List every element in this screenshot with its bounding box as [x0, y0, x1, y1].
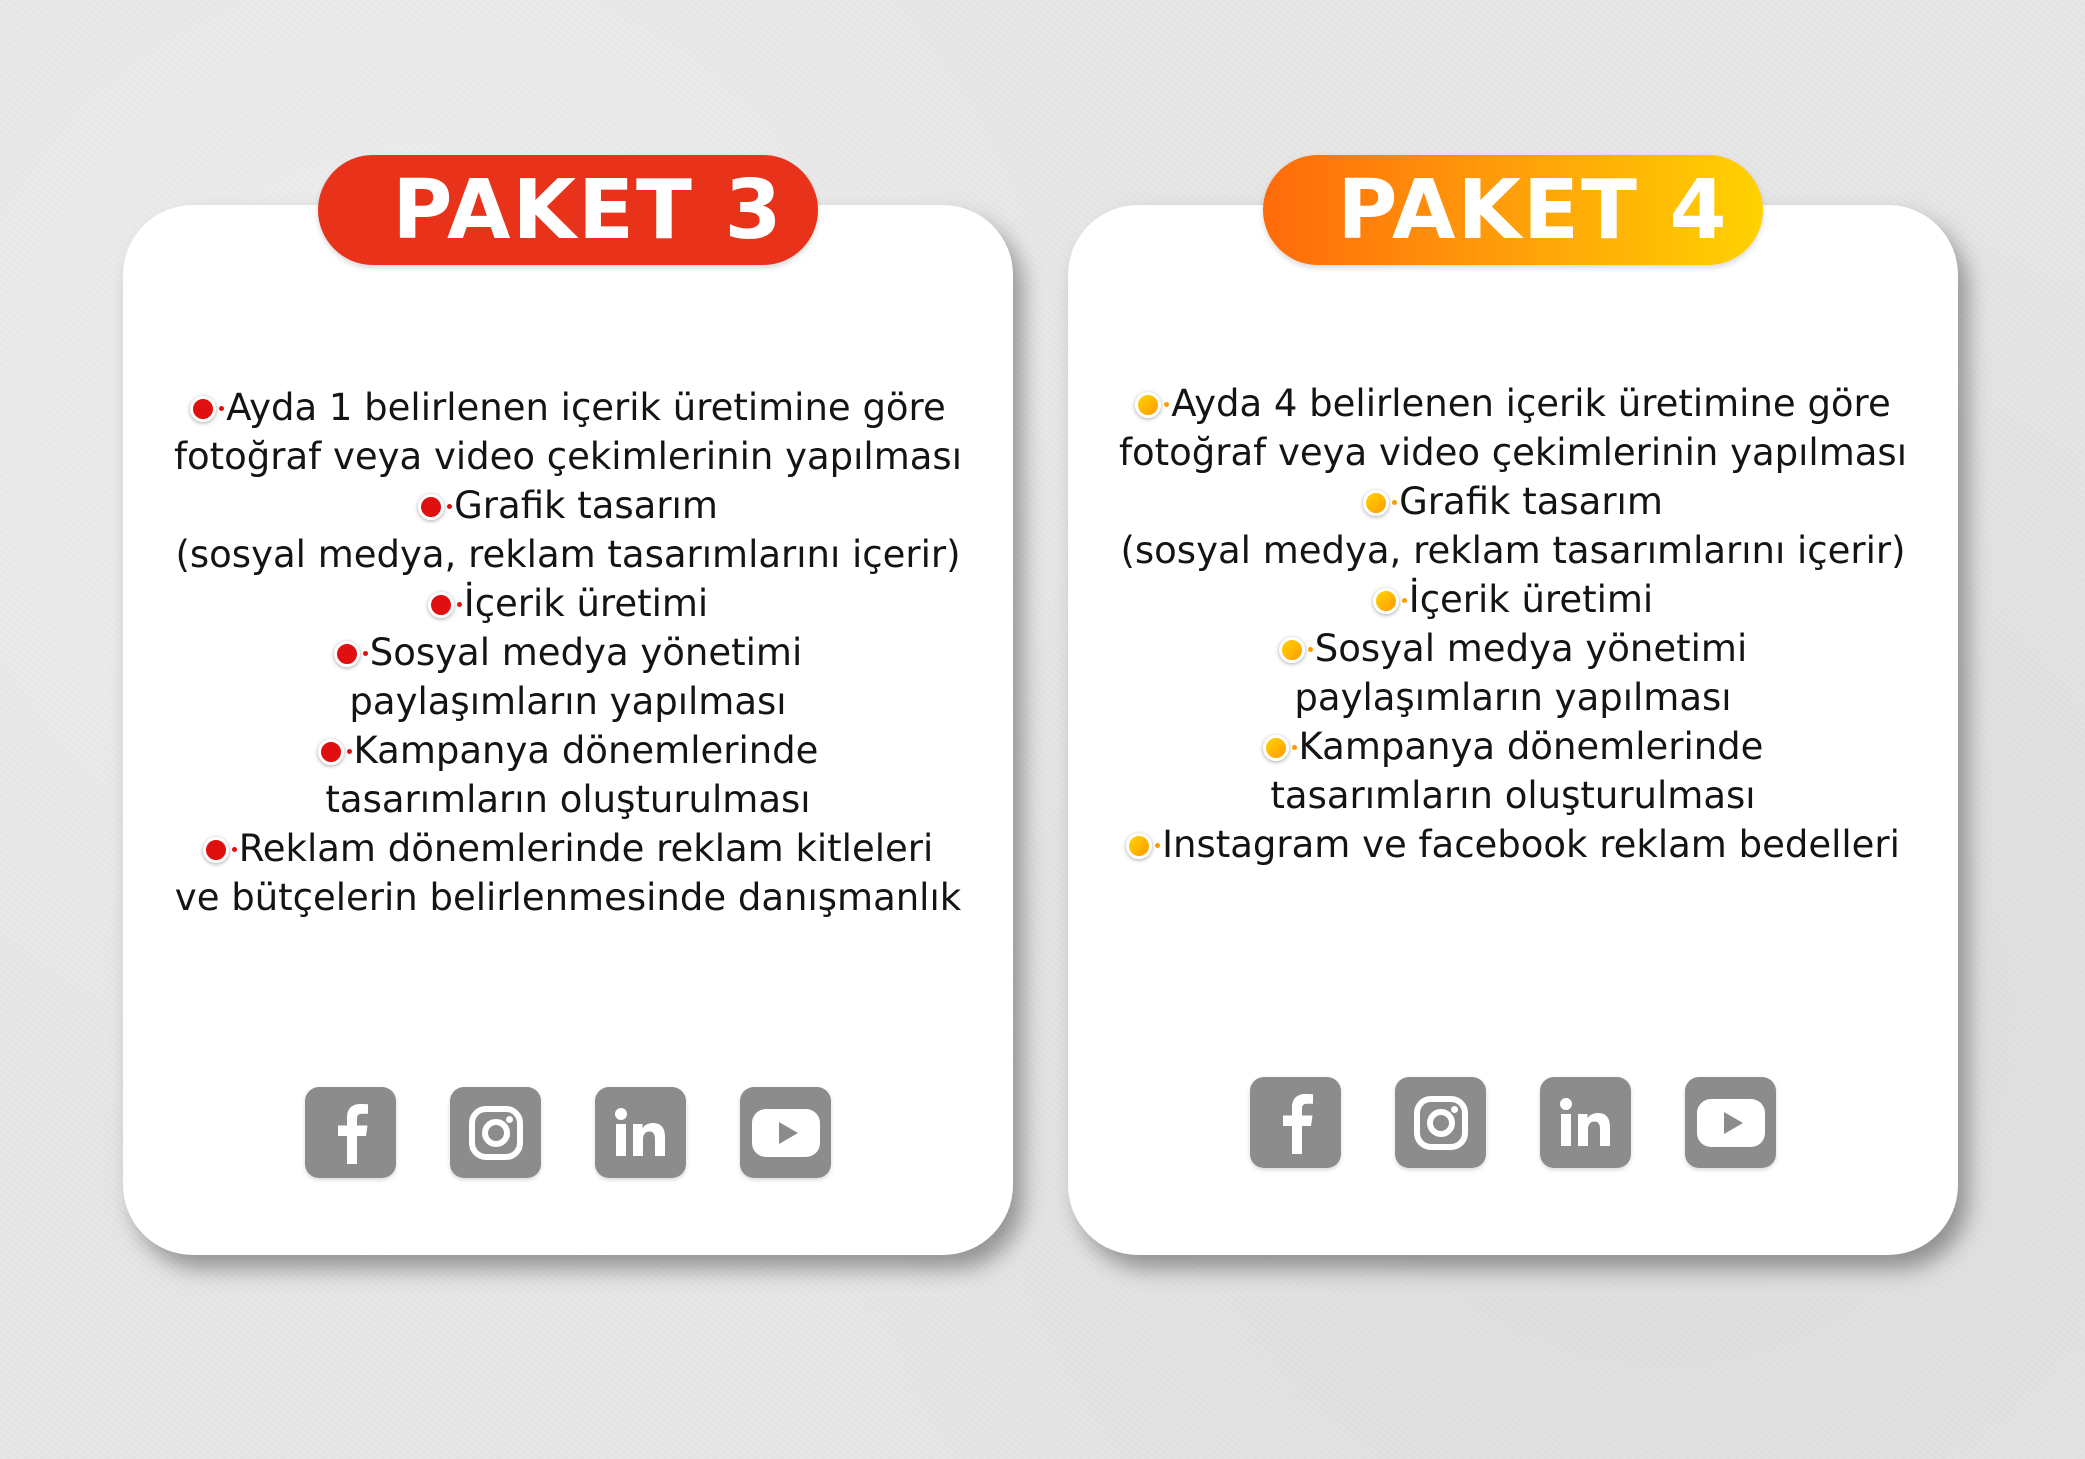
feature-text: tasarımların oluşturulması: [1270, 774, 1756, 817]
feature-text: İçerik üretimi: [1408, 578, 1654, 621]
feature-text: Ayda 4 belirlenen içerik üretimine göre: [1171, 382, 1891, 425]
feature-text: ve bütçelerin belirlenmesinde danışmanlık: [174, 876, 962, 919]
feature-text: Grafik tasarım: [454, 484, 718, 527]
feature-item: [1068, 477, 1958, 575]
feature-list: [123, 383, 1013, 922]
social-links: [123, 1087, 1013, 1178]
feature-text: (sosyal medya, reklam tasarımlarını içerir): [175, 533, 961, 576]
feature-item: [123, 628, 1013, 726]
bullet-icon: [1135, 390, 1165, 420]
feature-text: Ayda 1 belirlenen içerik üretimine göre: [226, 386, 946, 429]
feature-text: Reklam dönemlerinde reklam kitleleri: [238, 827, 934, 870]
linkedin-icon[interactable]: [1540, 1077, 1631, 1168]
bullet-icon: [203, 835, 233, 865]
feature-text: (sosyal medya, reklam tasarımlarını içerir): [1120, 529, 1906, 572]
bullet-icon: [318, 737, 348, 767]
facebook-icon[interactable]: [305, 1087, 396, 1178]
instagram-icon[interactable]: [1395, 1077, 1486, 1168]
feature-item: [123, 579, 1013, 628]
bullet-icon: [418, 492, 448, 522]
package-title-badge: PAKET 4: [1263, 155, 1763, 265]
youtube-icon[interactable]: [1685, 1077, 1776, 1168]
feature-item: [1068, 722, 1958, 820]
feature-item: [1068, 624, 1958, 722]
bullet-icon: [190, 394, 220, 424]
feature-list: [1068, 379, 1958, 869]
bullet-icon: [428, 590, 458, 620]
feature-text: Kampanya dönemlerinde: [1298, 725, 1764, 768]
feature-text: paylaşımların yapılması: [1294, 676, 1732, 719]
feature-item: [1068, 820, 1958, 869]
feature-item: [123, 481, 1013, 579]
social-links: [1068, 1077, 1958, 1168]
feature-item: [1068, 575, 1958, 624]
feature-item: [1068, 379, 1958, 477]
feature-text: fotoğraf veya video çekimlerinin yapılması: [173, 435, 962, 478]
bullet-icon: [334, 639, 364, 669]
youtube-icon[interactable]: [740, 1087, 831, 1178]
feature-item: [123, 383, 1013, 481]
feature-text: Sosyal medya yönetimi: [1314, 627, 1748, 670]
feature-text: Instagram ve facebook reklam bedelleri: [1162, 823, 1900, 866]
feature-text: fotoğraf veya video çekimlerinin yapılması: [1118, 431, 1907, 474]
feature-item: [123, 726, 1013, 824]
facebook-icon[interactable]: [1250, 1077, 1341, 1168]
feature-text: Kampanya dönemlerinde: [353, 729, 819, 772]
package-title-badge: PAKET 3: [318, 155, 818, 265]
package-card-4: [1068, 205, 1958, 1255]
bullet-icon: [1373, 586, 1403, 616]
feature-text: Grafik tasarım: [1399, 480, 1663, 523]
package-card-3: [123, 205, 1013, 1255]
feature-text: paylaşımların yapılması: [349, 680, 787, 723]
bullet-icon: [1126, 831, 1156, 861]
bullet-icon: [1263, 733, 1293, 763]
feature-item: [123, 824, 1013, 922]
feature-text: Sosyal medya yönetimi: [369, 631, 803, 674]
instagram-icon[interactable]: [450, 1087, 541, 1178]
feature-text: tasarımların oluşturulması: [325, 778, 811, 821]
linkedin-icon[interactable]: [595, 1087, 686, 1178]
bullet-icon: [1279, 635, 1309, 665]
bullet-icon: [1363, 488, 1393, 518]
feature-text: İçerik üretimi: [463, 582, 709, 625]
